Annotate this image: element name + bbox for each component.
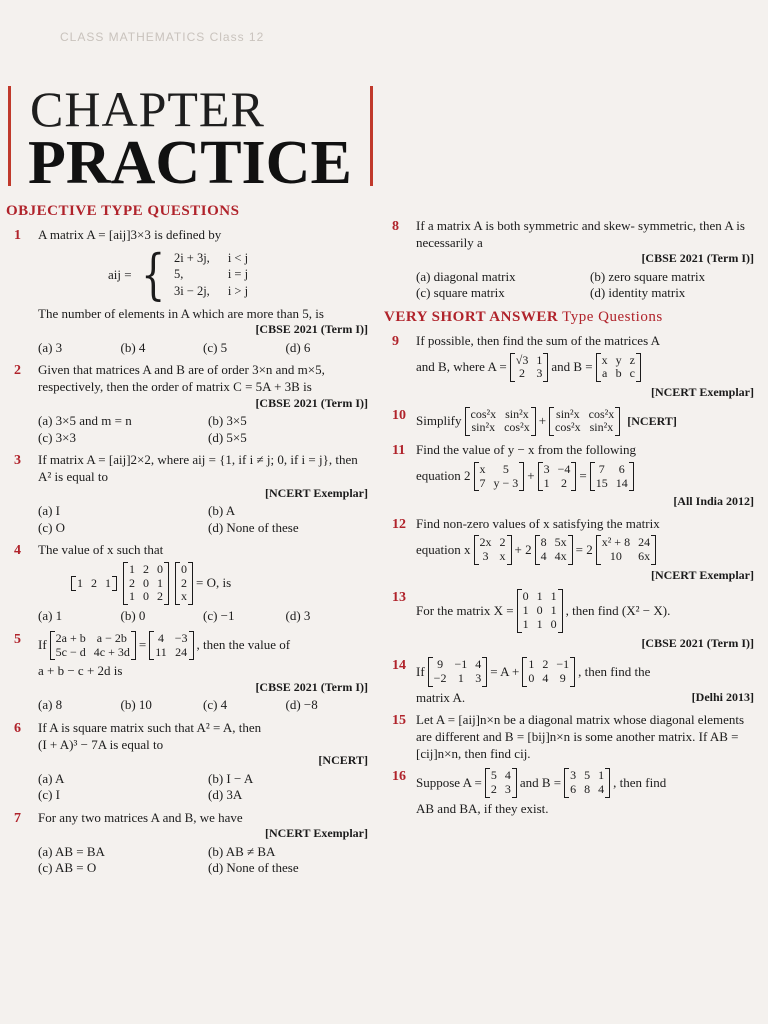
equation-prefix: If	[416, 663, 425, 679]
matrix-entry: y	[615, 352, 622, 367]
plus-sign: +	[527, 468, 535, 484]
question-12	[384, 516, 754, 584]
matrix-equation	[416, 462, 754, 492]
matrix-entry: 1	[550, 603, 557, 618]
matrix-equation	[416, 589, 754, 632]
option-b: (b) 4	[120, 339, 146, 355]
equation-mid: = 2	[575, 541, 593, 557]
question-source: [CBSE 2021 (Term I)]	[255, 395, 368, 410]
matrix-entry: 1	[522, 616, 529, 631]
matrix-entry: 2	[499, 535, 506, 550]
option-c: (c) O	[38, 519, 66, 535]
matrix-entry: 2x	[479, 535, 492, 550]
options	[38, 844, 368, 877]
matrix-entry: 1	[528, 657, 535, 672]
question-number: 5	[14, 631, 21, 647]
matrix-entry: 24	[175, 644, 188, 659]
equation-mid: and B =	[519, 774, 562, 790]
matrix-entry: 1	[105, 575, 111, 590]
matrix-1	[474, 535, 512, 565]
equation-prefix: equation 2	[416, 468, 471, 484]
question-text: Given that matrices A and B are of order 3×n and m×5, respectively, then the order of matrix C = 5A + 3B is	[38, 362, 325, 395]
matrix-entry: 10	[609, 549, 622, 564]
question-number: 8	[392, 219, 399, 234]
question-2	[6, 362, 368, 446]
vsa-heading-caps: VERY SHORT ANSWER	[384, 308, 559, 325]
question-16	[384, 768, 754, 817]
matrix-entry: c	[629, 366, 635, 381]
option-d: (d) None of these	[208, 860, 299, 876]
question-footer	[416, 690, 754, 707]
question-source: [NCERT]	[318, 753, 368, 768]
question-13	[384, 589, 754, 651]
option-c: (c) 5	[203, 339, 228, 355]
matrix-entry: −3	[174, 630, 188, 645]
options	[38, 503, 368, 536]
practice-heading: PRACTICE	[28, 129, 352, 197]
option-d: (d) None of these	[208, 519, 299, 535]
piecewise-cases	[174, 250, 248, 301]
matrix-right	[149, 631, 193, 661]
matrix-entry: 2	[519, 366, 526, 381]
matrix-entry: 5	[502, 461, 509, 476]
question-source: [NCERT Exemplar]	[264, 826, 368, 841]
matrix-entry: cos²x	[470, 406, 497, 421]
options	[38, 771, 368, 804]
question-text: If matrix A = [aij]2×2, where aij = {1, if i ≠ j; 0, if i = j}, then	[38, 452, 358, 468]
equation-tail: , then the value of	[196, 637, 291, 653]
question-number: 3	[14, 453, 21, 469]
matrix-entry: 0	[522, 589, 529, 604]
question-text-cont: A² is equal to	[38, 468, 108, 484]
question-number: 12	[392, 516, 406, 532]
question-text-cont: (I + A)³ − 7A is equal to	[38, 736, 164, 752]
option-d: (d) identity matrix	[590, 285, 686, 301]
equation-tail: = O, is	[196, 575, 232, 591]
question-source: [CBSE 2021 (Term I)]	[641, 251, 754, 266]
chapter-heading: CHAPTER	[30, 81, 265, 137]
question-source: [NCERT]	[627, 413, 677, 428]
matrix-left	[428, 657, 488, 687]
question-number: 13	[392, 590, 406, 606]
matrix-entry: x	[601, 352, 608, 367]
left-column	[6, 202, 368, 883]
plus-sign: +	[538, 413, 547, 429]
objective-section-heading: OBJECTIVE TYPE QUESTIONS	[6, 203, 240, 219]
option-b: (b) 0	[120, 608, 146, 624]
matrix-entry: −4	[557, 461, 571, 476]
question-text-cont: a + b − c + 2d is	[38, 663, 123, 679]
option-d: (d) −8	[285, 697, 318, 713]
matrix-entry: 5	[490, 768, 497, 783]
option-a: (a) 1	[38, 608, 63, 624]
question-source: [CBSE 2021 (Term I)]	[255, 680, 368, 694]
matrix-2	[535, 535, 573, 565]
question-number: 10	[392, 407, 406, 423]
option-b: (b) A	[208, 502, 236, 518]
matrix-entry: 1	[77, 575, 83, 590]
matrix-entry: 0	[181, 561, 187, 576]
case-expr: 2i + 3j,	[173, 250, 210, 265]
option-c: (c) 4	[203, 697, 228, 713]
matrix-entry: 3	[543, 461, 550, 476]
question-number: 16	[392, 769, 406, 785]
matrix-entry: cos²x	[504, 420, 530, 435]
matrix-equation	[416, 657, 754, 687]
matrix-entry: 2	[129, 575, 135, 590]
matrix-entry: 1	[536, 352, 543, 367]
matrix-entry: 0	[157, 561, 163, 576]
matrix-entry: z	[629, 352, 635, 367]
option-a: (a) 3	[38, 339, 63, 355]
matrix-entry: 2	[490, 782, 497, 797]
equation-tail: , then find (X² − X).	[565, 602, 671, 618]
matrix-entry: 4	[540, 549, 547, 564]
matrix-entry: 1	[550, 589, 557, 604]
matrix-x	[517, 589, 563, 632]
option-c: (c) I	[38, 787, 61, 803]
question-text: A matrix A = [aij]3×3 is defined by	[38, 227, 222, 243]
case-expr: 3i − 2j,	[173, 284, 210, 299]
matrix-entry: 1	[536, 589, 543, 604]
case-cond: i > j	[227, 284, 249, 299]
matrix-entry: 7	[479, 475, 486, 490]
matrix-equation	[416, 353, 754, 383]
options	[38, 413, 368, 446]
matrix-entry: 4	[598, 782, 605, 797]
bleed-through-header: CLASS MATHEMATICS Class 12	[60, 30, 265, 44]
question-text-cont: AB and BA, if they exist.	[416, 800, 549, 816]
matrix-entry: 6x	[638, 549, 651, 564]
question-9	[384, 333, 754, 401]
question-source: [NCERT Exemplar]	[264, 485, 368, 500]
equation-prefix: For the matrix X =	[416, 602, 514, 618]
matrix-entry: 5c − d	[55, 644, 86, 659]
question-number: 9	[392, 334, 399, 350]
equation-prefix: and B, where A =	[416, 359, 507, 375]
case-cond: i < j	[227, 250, 249, 265]
question-source: [Delhi 2013]	[691, 689, 754, 704]
options	[38, 340, 368, 357]
matrix-entry: sin²x	[471, 420, 496, 435]
matrix-entry: 0	[550, 616, 557, 631]
matrix-entry: x	[479, 461, 486, 476]
question-number: 7	[14, 810, 21, 826]
matrix-entry: 4x	[554, 549, 567, 564]
matrix-entry: 7	[598, 461, 605, 476]
right-column	[384, 218, 754, 823]
column-matrix	[175, 562, 193, 605]
question-text: The value of x such that	[38, 542, 164, 558]
equation-prefix: Simplify	[416, 413, 462, 429]
question-source: [NCERT Exemplar]	[650, 568, 754, 583]
piecewise-definition	[108, 242, 368, 306]
matrix-left	[465, 407, 536, 437]
vsa-heading-rest: Type Questions	[558, 308, 663, 325]
option-a: (a) A	[38, 770, 65, 786]
matrix-entry: 11	[155, 644, 167, 659]
piecewise-lhs: aij =	[108, 266, 132, 282]
matrix-entry: b	[615, 366, 622, 381]
matrix-entry: 2	[157, 589, 163, 604]
matrix-entry: 1	[457, 670, 464, 685]
question-number: 15	[392, 713, 406, 729]
matrix-entry: 14	[615, 475, 628, 490]
question-text-cont: The number of elements in A which are more than 5, is	[38, 305, 324, 321]
question-1	[6, 227, 368, 356]
matrix-entry: a − 2b	[96, 630, 127, 645]
matrix-entry: 2	[181, 575, 187, 590]
question-3	[6, 452, 368, 536]
matrix-entry: 5	[584, 768, 591, 783]
question-text: If A is square matrix such that A² = A, then	[38, 719, 262, 735]
equation-prefix: If	[38, 637, 47, 653]
matrix-entry: x	[181, 589, 187, 604]
matrix-entry: 1	[522, 603, 529, 618]
question-text: If possible, then find the sum of the matrices A	[416, 333, 661, 349]
matrix-1	[474, 462, 525, 492]
matrix-entry: 8	[584, 782, 591, 797]
matrix-entry: sin²x	[589, 420, 614, 435]
matrix-entry: cos²x	[588, 406, 615, 421]
square-matrix	[123, 562, 169, 605]
matrix-entry: 3	[504, 782, 511, 797]
matrix-2	[538, 462, 577, 492]
question-number: 1	[14, 228, 21, 244]
option-d: (d) 5×5	[208, 429, 247, 445]
matrix-equation	[416, 768, 754, 798]
question-source: [CBSE 2021 (Term I)]	[641, 635, 754, 650]
question-text: Find non-zero values of x satisfying the matrix	[416, 515, 660, 531]
option-a: (a) AB = BA	[38, 843, 105, 859]
matrix-entry: 2	[91, 575, 97, 590]
case-cond: i = j	[227, 267, 249, 282]
option-a: (a) 3×5 and m = n	[38, 413, 132, 429]
title-bar-left	[8, 86, 11, 186]
equation-prefix: Suppose A =	[416, 774, 482, 790]
matrix-3	[596, 535, 656, 565]
option-b: (b) I − A	[208, 770, 254, 786]
matrix-entry: 4	[504, 768, 511, 783]
matrix-entry: 3	[536, 366, 543, 381]
question-10	[384, 407, 754, 437]
matrix-entry: 1	[129, 589, 135, 604]
matrix-entry: 24	[638, 535, 651, 550]
matrix-entry: 4	[157, 630, 164, 645]
equation-tail: , then find the	[578, 663, 651, 679]
options	[38, 697, 368, 714]
option-b: (b) zero square matrix	[590, 268, 706, 284]
question-number: 2	[14, 363, 21, 379]
option-b: (b) 3×5	[208, 413, 247, 429]
option-a: (a) diagonal matrix	[416, 268, 516, 284]
matrix-entry: −2	[433, 670, 447, 685]
matrix-entry: 4	[542, 670, 549, 685]
question-text: If a matrix A is both symmetric and skew- symmetric, then A is necessarily a	[416, 218, 745, 250]
matrix-entry: 0	[143, 575, 149, 590]
matrix-entry: a	[601, 366, 608, 381]
matrix-equation	[38, 631, 368, 661]
option-d: (d) 3A	[208, 787, 243, 803]
matrix-entry: 2	[542, 657, 549, 672]
option-b: (b) 10	[120, 697, 152, 713]
question-source: [NCERT Exemplar]	[650, 385, 754, 400]
question-source: [CBSE 2021 (Term I)]	[255, 322, 368, 337]
matrix-entry: x	[499, 549, 506, 564]
matrix-entry: 6	[570, 782, 577, 797]
question-number: 14	[392, 658, 406, 674]
matrix-entry: 3	[482, 549, 489, 564]
question-source: [All India 2012]	[673, 494, 754, 509]
option-c: (c) 3×3	[38, 429, 77, 445]
vsa-section-heading	[384, 308, 754, 327]
matrix-right	[549, 407, 620, 437]
matrix-entry: −1	[454, 657, 468, 672]
case-expr: 5,	[173, 267, 184, 282]
equals-sign: =	[579, 468, 587, 484]
matrix-left	[50, 631, 136, 661]
matrix-entry: 6	[618, 461, 625, 476]
matrix-b	[596, 353, 641, 383]
matrix-entry: 4c + 3d	[93, 644, 130, 659]
question-text: For any two matrices A and B, we have	[38, 809, 243, 825]
brace-symbol: {	[140, 242, 165, 306]
question-number: 4	[14, 543, 21, 559]
question-5	[6, 631, 368, 714]
matrix-entry: 5x	[554, 535, 567, 550]
equals-sign: =	[138, 637, 147, 653]
question-8	[384, 218, 754, 302]
options	[416, 269, 754, 302]
question-text-cont: matrix A.	[416, 689, 466, 705]
option-d: (d) 3	[285, 608, 311, 624]
question-14	[384, 657, 754, 706]
question-number: 11	[392, 443, 406, 459]
equation-mid: and B =	[551, 359, 593, 375]
question-text: Find the value of y − x from the following	[416, 442, 636, 458]
matrix-entry: −1	[556, 657, 570, 672]
option-c: (c) −1	[203, 608, 235, 624]
matrix-entry: sin²x	[505, 406, 529, 421]
question-11	[384, 442, 754, 510]
matrix-a	[510, 353, 549, 383]
equation-tail: , then find	[613, 774, 667, 790]
question-15	[384, 712, 754, 762]
matrix-entry: cos²x	[555, 420, 581, 435]
matrix-entry: 1	[157, 575, 163, 590]
option-b: (b) AB ≠ BA	[208, 843, 276, 859]
matrix-equation	[416, 535, 754, 565]
question-text: Let A = [aij]n×n be a diagonal matrix whose diagonal elements are different and B = [bij]n×n is some another matrix. If AB = [cij]n×n, then find cij.	[416, 712, 745, 761]
matrix-entry: √3	[515, 352, 529, 367]
matrix-entry: 1	[536, 616, 543, 631]
option-c: (c) AB = O	[38, 860, 97, 876]
matrix-entry: 15	[595, 475, 608, 490]
equation-mid: + 2	[514, 541, 532, 557]
equation-mid: = A +	[490, 663, 520, 679]
question-6	[6, 720, 368, 804]
matrix-entry: 3	[570, 768, 577, 783]
matrix-entry: x² + 8	[601, 535, 631, 550]
row-matrix	[71, 576, 117, 592]
matrix-entry: 1	[598, 768, 605, 783]
matrix-entry: 2	[143, 561, 149, 576]
option-c: (c) square matrix	[416, 285, 505, 301]
question-7	[6, 810, 368, 877]
matrix-entry: sin²x	[556, 406, 580, 421]
matrix-b	[564, 768, 610, 798]
matrix-entry: 8	[540, 535, 547, 550]
matrix-3	[590, 462, 634, 492]
equation-prefix: equation x	[416, 541, 471, 557]
matrix-entry: 0	[536, 603, 543, 618]
matrix-equation	[68, 562, 368, 605]
question-number: 6	[14, 720, 21, 736]
question-4	[6, 542, 368, 625]
matrix-entry: 2	[561, 475, 568, 490]
title-bar-right	[370, 86, 373, 186]
matrix-entry: 1	[543, 475, 550, 490]
option-a: (a) I	[38, 502, 61, 518]
matrix-entry: y − 3	[493, 475, 519, 490]
matrix-entry: 0	[143, 589, 149, 604]
matrix-right	[522, 657, 575, 687]
matrix-entry: 4	[475, 657, 482, 672]
option-a: (a) 8	[38, 697, 63, 713]
matrix-entry: 1	[129, 561, 135, 576]
matrix-entry: 0	[528, 670, 535, 685]
option-d: (d) 6	[285, 339, 311, 355]
matrix-entry: 3	[475, 670, 482, 685]
chapter-title-block	[8, 80, 373, 197]
matrix-entry: 9	[559, 670, 566, 685]
matrix-equation	[416, 407, 754, 437]
options	[38, 608, 368, 625]
matrix-entry: 2a + b	[55, 630, 86, 645]
matrix-a	[485, 768, 517, 798]
matrix-entry: 9	[437, 657, 444, 672]
